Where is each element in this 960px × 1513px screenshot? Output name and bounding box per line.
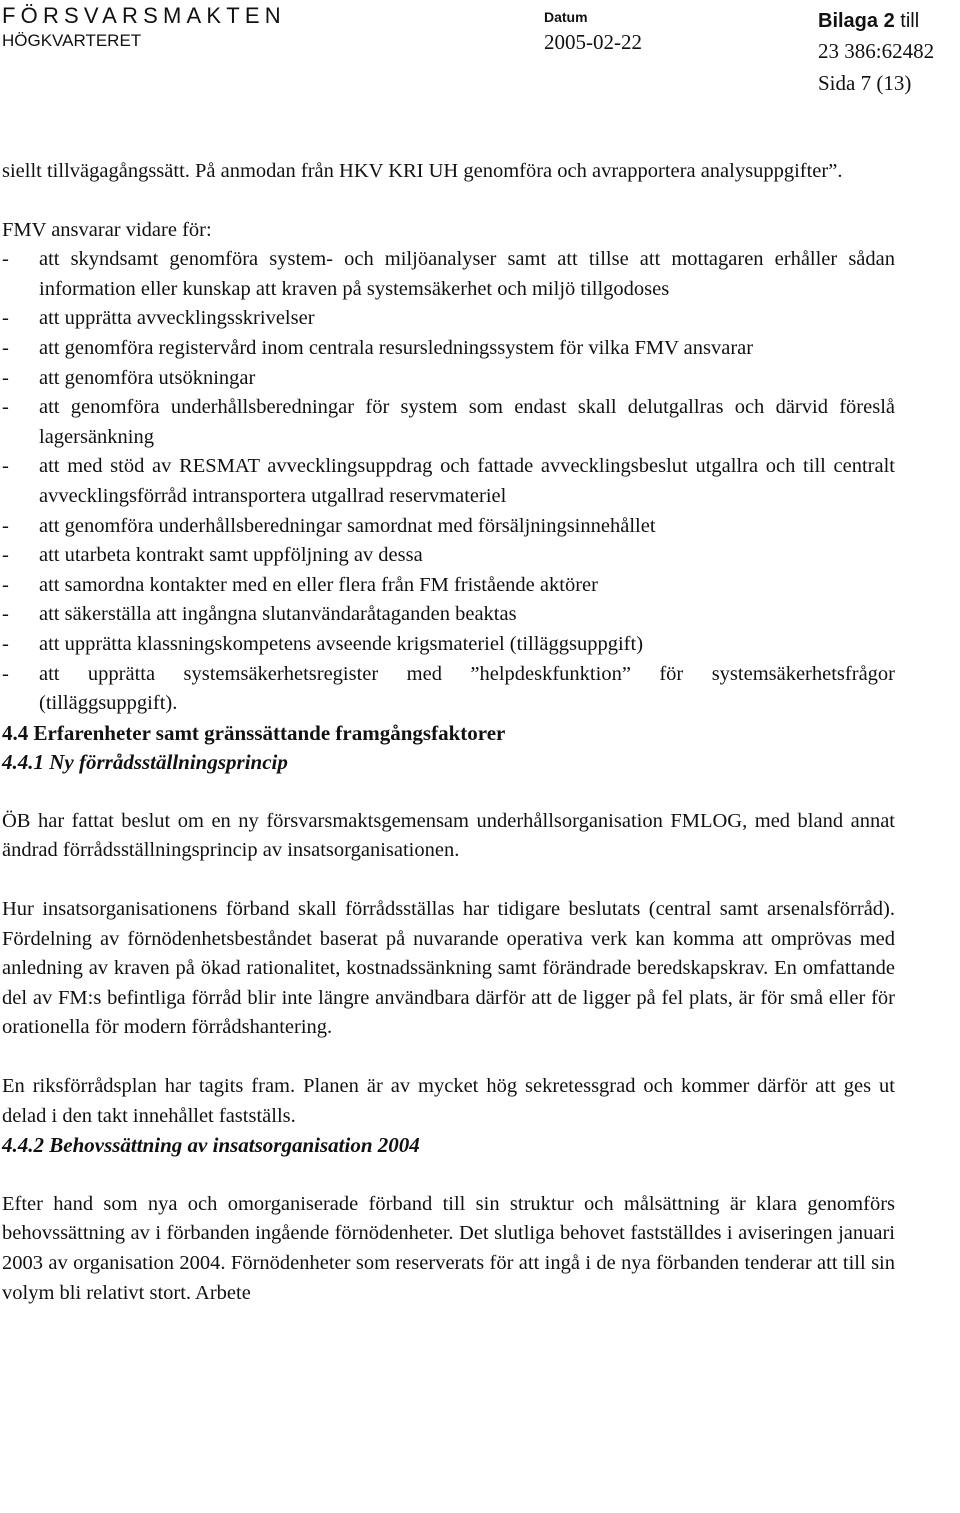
paragraph-riksforradsplan: En riksförrådsplan har tagits fram. Planen är av mycket hög sekretessgrad och kommer därför att ges ut delad i den takt innehållet fastställs.	[2, 1075, 895, 1127]
date-value: 2005-02-22	[544, 30, 642, 54]
page-number: Sida 7 (13)	[818, 71, 912, 95]
list-item: - att genomföra underhållsberedningar för system som endast skall delutgallras och därvid föreslå lagersänkning	[2, 396, 895, 448]
list-item: - att genomföra registervård inom centrala resursledningssystem för vilka FMV ansvarar	[2, 336, 754, 359]
section-heading-4-4: 4.4 Erfarenheter samt gränssättande framgångsfaktorer	[2, 720, 506, 745]
list-item: - att med stöd av RESMAT avvecklingsuppdrag och fattade avvecklingsbeslut utgallra och till centralt avvecklingsförråd intransportera utgallrad reservmateriel	[2, 455, 895, 507]
list-item: - att upprätta avvecklingsskrivelser	[2, 307, 315, 330]
list-item: - att utarbeta kontrakt samt uppföljning av dessa	[2, 544, 423, 567]
list-item: - att upprätta systemsäkerhetsregister med ”helpdeskfunktion” för systemsäkerhetsfrågor (tilläggsuppgift).	[2, 662, 895, 715]
paragraph-continuation: siellt tillvägagångssätt. På anmodan från HKV KRI UH genomföra och avrapportera analysuppgifter”.	[2, 160, 843, 182]
section-heading-4-4-2: 4.4.2 Behovssättning av insatsorganisation 2004	[2, 1133, 420, 1158]
list-item: - att upprätta klassningskompetens avseende krigsmateriel (tilläggsuppgift)	[2, 632, 644, 655]
attachment-label	[818, 8, 919, 34]
date-label: Datum	[544, 9, 588, 25]
organization-unit: HÖGKVARTERET	[2, 31, 142, 50]
reference-number: 23 386:62482	[818, 39, 935, 63]
list-item: - att skyndsamt genomföra system- och miljöanalyser samt att tillse att mottagaren erhåller sådan information eller kunskap att kraven på systemsäkerhet och miljö tillgodoses	[2, 248, 895, 300]
attachment-number: Bilaga 2	[818, 10, 895, 32]
paragraph-behovssattning: Efter hand som nya och omorganiserade förband till sin struktur och målsättning är klara genomförs behovssättning av i förbanden ingående förnödenheter. Det slutliga behovet fastställdes i aviseringen januari 2003 av organisation 2004. Förnödenheter som reserverats för att ingå i de nya förbanden tenderar att till sin volym bli relativt stort. Arbete	[2, 1192, 895, 1304]
paragraph-fmlog: ÖB har fattat beslut om en ny försvarsmaktsgemensam underhållsorganisation FMLOG, med bland annat ändrad förrådsställningsprincip av insatsorganisationen.	[2, 809, 895, 862]
document-body	[2, 157, 895, 1308]
fmv-responsibilities-list	[2, 245, 895, 719]
list-item: - att samordna kontakter med en eller flera från FM fristående aktörer	[2, 573, 598, 596]
fmv-responsibilities-intro: FMV ansvarar vidare för:	[2, 218, 212, 241]
section-heading-4-4-1: 4.4.1 Ny förrådsställningsprincip	[2, 750, 288, 775]
list-item: - att genomföra utsökningar	[2, 366, 256, 389]
paragraph-forradsstallning: Hur insatsorganisationens förband skall förrådsställas har tidigare beslutats (central samt arsenalsförråd). Fördelning av förnödenhetsbeståndet baserat på nuvarande operativa verk kan komma att omprövas med anledning av kraven på ökad rationalitet, kostnadssänkning samt förändrade beredskapskrav. En omfattande del av FM:s befintliga förråd blir inte längre användbara därför att de ligger på fel plats, är för små eller för orationella för modern förrådshantering.	[2, 898, 895, 1039]
list-item: - att säkerställa att ingångna slutanvändaråtaganden beaktas	[2, 603, 517, 626]
attachment-to: till	[894, 10, 920, 32]
organization-name: FÖRSVARSMAKTEN	[2, 3, 286, 28]
list-item: - att genomföra underhållsberedningar samordnat med försäljningsinnehållet	[2, 514, 656, 537]
